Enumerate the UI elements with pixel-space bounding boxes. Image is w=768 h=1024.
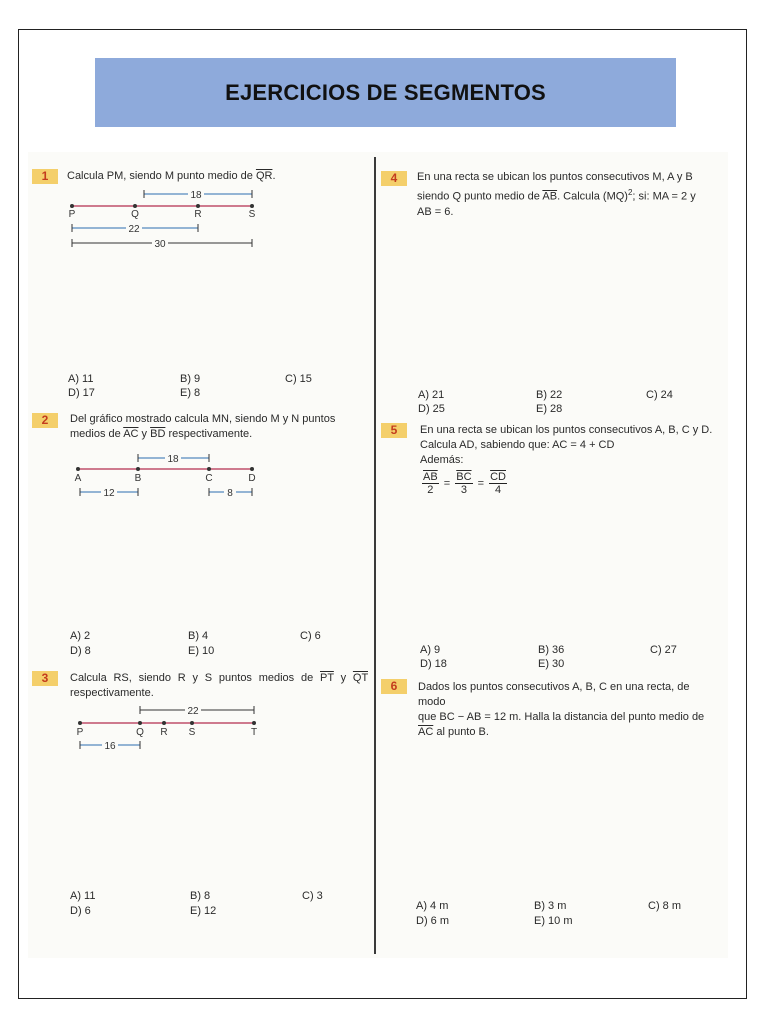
measure-label: 12	[103, 488, 115, 499]
option[interactable]: B) 8	[190, 890, 211, 902]
option[interactable]: C) 24	[646, 389, 673, 401]
measure-label: 18	[167, 454, 179, 465]
exercise-statement: En una recta se ubican los puntos consecutivos M, A y B siendo Q punto medio de $\overline{AB}$. Calcula (MQ)$^2$; si: MA = 2 y AB = 6.	[417, 171, 696, 218]
option[interactable]: E) 28	[536, 403, 563, 415]
exercise-statement: Calcula PM, siendo M punto medio de $\overline{QR}$.	[67, 170, 276, 182]
option[interactable]: D) 8	[70, 645, 91, 657]
segment-diagram-3	[68, 703, 268, 753]
exercise-number: 2	[32, 413, 58, 428]
option[interactable]: D) 6	[70, 905, 91, 917]
measure-label: 30	[154, 239, 166, 250]
point-label: D	[248, 473, 256, 484]
point-label: B	[134, 473, 142, 484]
option[interactable]: C) 27	[650, 644, 677, 656]
option[interactable]: A) 21	[418, 389, 445, 401]
point-label: P	[76, 727, 84, 738]
option[interactable]: C) 15	[285, 373, 312, 385]
column-divider	[374, 157, 376, 954]
option[interactable]: C) 3	[302, 890, 323, 902]
worksheet-scan	[28, 152, 728, 958]
option[interactable]: A) 2	[70, 630, 91, 642]
exercise-statement: En una recta se ubican los puntos consecutivos A, B, C y D. Calcula AD, sabiendo que: AC = 4 + CD Además: $\frac{\overline{AB}}{2}$ = $\frac{\overline{BC}}{3}$ = $\frac{\overline{CD}}{4}$	[420, 423, 720, 496]
option[interactable]: A) 9	[420, 644, 441, 656]
option[interactable]: B) 36	[538, 644, 565, 656]
measure-label: 16	[104, 741, 116, 752]
option[interactable]: A) 11	[70, 890, 96, 902]
segment-diagram-1	[60, 186, 270, 250]
point-label: S	[248, 209, 256, 220]
point-label: S	[188, 727, 196, 738]
point-label: A	[74, 473, 82, 484]
option[interactable]: E) 8	[180, 387, 201, 399]
measure-label: 22	[187, 706, 199, 717]
exercise-statement: Dados los puntos consecutivos A, B, C en una recta, de modo que BC − AB = 12 m. Halla la distancia del punto medio de $\overline{AC}$ al punto B.	[418, 681, 705, 738]
exercise-number: 3	[32, 671, 58, 686]
exercise-statement: Del gráfico mostrado calcula MN, siendo M y N puntos medios de $\overline{AC}$ y $\overline{BD}$ respectivamente.	[70, 413, 336, 440]
option[interactable]: E) 12	[190, 905, 217, 917]
option[interactable]: E) 10 m	[534, 915, 573, 927]
page-title: EJERCICIOS DE SEGMENTOS	[225, 79, 546, 105]
point-label: C	[205, 473, 213, 484]
point-label: Q	[131, 209, 139, 220]
option[interactable]: A) 4 m	[416, 900, 449, 912]
option[interactable]: E) 30	[538, 658, 565, 670]
ratio-equation: $\frac{\overline{AB}}{2}$ = $\frac{\overline{BC}}{3}$ = $\frac{\overline{CD}}{4}$	[423, 471, 506, 496]
option[interactable]: D) 6 m	[416, 915, 449, 927]
exercise-number: 5	[381, 423, 407, 438]
option[interactable]: B) 4	[188, 630, 209, 642]
title-banner	[95, 58, 676, 127]
option[interactable]: A) 11	[68, 373, 94, 385]
option[interactable]: C) 6	[300, 630, 321, 642]
measure-label: 8	[227, 488, 233, 499]
point-label: R	[194, 209, 202, 220]
option[interactable]: C) 8 m	[648, 900, 681, 912]
exercise-number: 1	[32, 169, 58, 184]
point-label: T	[250, 727, 258, 738]
option[interactable]: D) 25	[418, 403, 445, 415]
measure-label: 18	[190, 190, 202, 201]
point-label: R	[160, 727, 168, 738]
option[interactable]: B) 3 m	[534, 900, 567, 912]
exercise-number: 4	[381, 171, 407, 186]
exercise-number: 6	[381, 679, 407, 694]
option[interactable]: B) 9	[180, 373, 201, 385]
segment-diagram-2	[66, 450, 266, 502]
measure-label: 22	[128, 224, 140, 235]
point-label: Q	[136, 727, 144, 738]
option[interactable]: D) 18	[420, 658, 447, 670]
point-label: P	[68, 209, 76, 220]
exercise-statement: Calcula RS, siendo R y S puntos medios de $\overline{PT}$ y $\overline{QT}$ respectivamente.	[70, 672, 368, 699]
option[interactable]: E) 10	[188, 645, 215, 657]
option[interactable]: D) 17	[68, 387, 95, 399]
option[interactable]: B) 22	[536, 389, 563, 401]
